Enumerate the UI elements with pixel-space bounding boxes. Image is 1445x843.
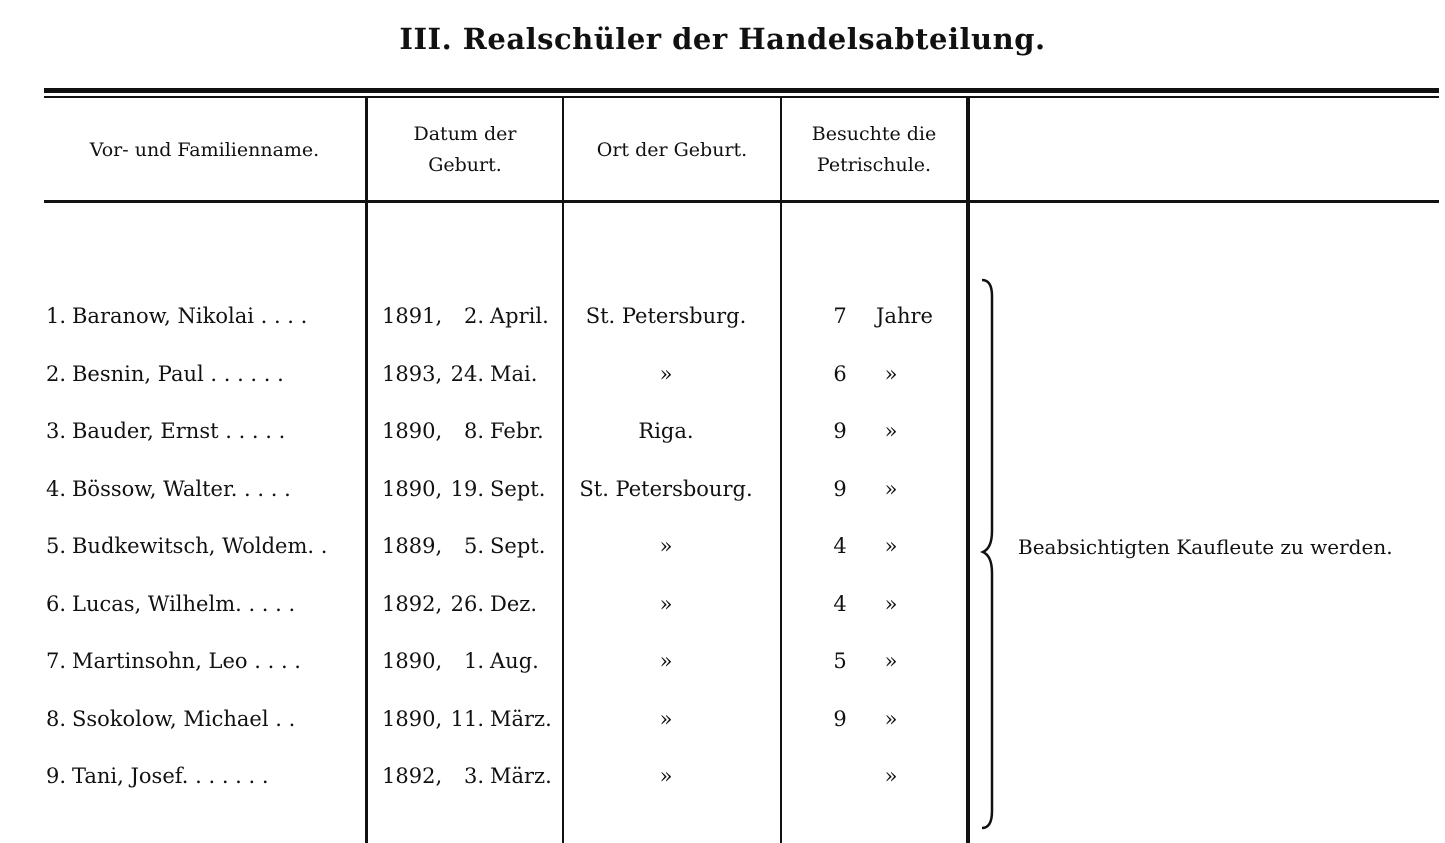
top-rule-thin <box>44 96 1439 98</box>
school-years-unit: » <box>884 649 898 673</box>
row-number: 5. <box>45 534 66 558</box>
birth-month: Sept. <box>490 534 546 558</box>
school-years-unit: » <box>884 591 898 616</box>
birth-month: Sept. <box>490 476 546 501</box>
header-school-line2: Petrischule. <box>816 154 932 176</box>
table-row <box>0 756 1445 796</box>
row-number: 6. <box>45 591 66 616</box>
birth-place: » <box>659 764 673 788</box>
student-name: Ssokolow, Michael . . <box>72 706 296 731</box>
table-row <box>0 296 1445 336</box>
birth-year: 1889, <box>382 534 443 558</box>
birth-day: 26. <box>450 591 484 616</box>
school-years: 5 <box>833 649 847 673</box>
birth-month: Mai. <box>490 361 538 386</box>
school-years-unit: » <box>884 764 898 788</box>
header-school-line1: Besuchte die <box>811 123 937 145</box>
student-name: Martinsohn, Leo . . . . <box>72 649 301 673</box>
header-date-line2: Geburt. <box>428 154 502 176</box>
header-name-label: Vor- und Familienname. <box>89 138 320 161</box>
school-years: 9 <box>833 706 847 731</box>
top-rule-thick <box>44 88 1439 93</box>
header-rule <box>44 200 1439 203</box>
birth-year: 1892, <box>382 764 443 788</box>
header-place <box>564 100 780 200</box>
birth-place: St. Petersburg. <box>585 304 747 328</box>
header-date <box>368 100 562 200</box>
birth-year: 1890, <box>382 419 443 443</box>
row-number: 3. <box>45 419 66 443</box>
school-years-unit: Jahre <box>876 304 933 328</box>
student-name: Tani, Josef. . . . . . . <box>72 764 269 788</box>
birth-month: April. <box>490 304 549 328</box>
birth-year: 1890, <box>382 706 443 731</box>
birth-place: » <box>659 534 673 558</box>
remark-text: Beabsichtigten Kaufleute zu werden. <box>1018 535 1393 559</box>
birth-year: 1891, <box>382 304 443 328</box>
birth-day: 8. <box>463 419 484 443</box>
curly-brace <box>978 276 1000 836</box>
row-number: 4. <box>45 476 66 501</box>
birth-day: 19. <box>450 476 484 501</box>
table-row <box>0 411 1445 451</box>
birth-month: Aug. <box>490 649 539 673</box>
row-number: 9. <box>45 764 66 788</box>
row-number: 8. <box>45 706 66 731</box>
table-row <box>0 584 1445 624</box>
birth-day: 2. <box>463 304 484 328</box>
student-name: Budkewitsch, Woldem. . <box>72 534 328 558</box>
row-number: 7. <box>45 649 66 673</box>
student-name: Besnin, Paul . . . . . . <box>72 361 284 386</box>
birth-place: Riga. <box>638 419 694 443</box>
student-name: Bauder, Ernst . . . . . <box>72 419 286 443</box>
birth-month: März. <box>490 706 552 731</box>
birth-year: 1892, <box>382 591 443 616</box>
birth-day: 24. <box>450 361 484 386</box>
birth-year: 1890, <box>382 476 443 501</box>
birth-day: 11. <box>450 706 484 731</box>
header-school <box>782 100 966 200</box>
student-name: Bössow, Walter. . . . . <box>72 476 291 501</box>
birth-month: Febr. <box>490 419 544 443</box>
birth-place: » <box>659 649 673 673</box>
header-place-label: Ort der Geburt. <box>596 138 748 161</box>
birth-day: 3. <box>463 764 484 788</box>
birth-month: März. <box>490 764 552 788</box>
student-name: Baranow, Nikolai . . . . <box>72 304 308 328</box>
school-years-unit: » <box>884 419 898 443</box>
school-years: 4 <box>833 591 847 616</box>
birth-day: 5. <box>463 534 484 558</box>
page-title: III. Realschüler der Handelsabteilung. <box>399 22 1046 56</box>
birth-place: » <box>659 706 673 731</box>
header-date-line1: Datum der <box>413 123 517 145</box>
row-number: 1. <box>45 304 66 328</box>
student-name: Lucas, Wilhelm. . . . . <box>72 591 296 616</box>
school-years: 6 <box>833 361 847 386</box>
school-years: 4 <box>833 534 847 558</box>
birth-place: » <box>659 591 673 616</box>
table-row <box>0 641 1445 681</box>
birth-year: 1890, <box>382 649 443 673</box>
school-years: 7 <box>833 304 847 328</box>
birth-month: Dez. <box>490 591 538 616</box>
school-years-unit: » <box>884 706 898 731</box>
header-name <box>44 100 365 200</box>
birth-year: 1893, <box>382 361 443 386</box>
birth-place: » <box>659 361 673 386</box>
row-number: 2. <box>45 361 66 386</box>
school-years: 9 <box>833 419 847 443</box>
birth-day: 1. <box>463 649 484 673</box>
table-row <box>0 469 1445 509</box>
school-years-unit: » <box>884 534 898 558</box>
school-years-unit: » <box>884 476 898 501</box>
table-row <box>0 699 1445 739</box>
school-years-unit: » <box>884 361 898 386</box>
birth-place: St. Petersbourg. <box>579 476 753 501</box>
table-row <box>0 354 1445 394</box>
school-years: 9 <box>833 476 847 501</box>
